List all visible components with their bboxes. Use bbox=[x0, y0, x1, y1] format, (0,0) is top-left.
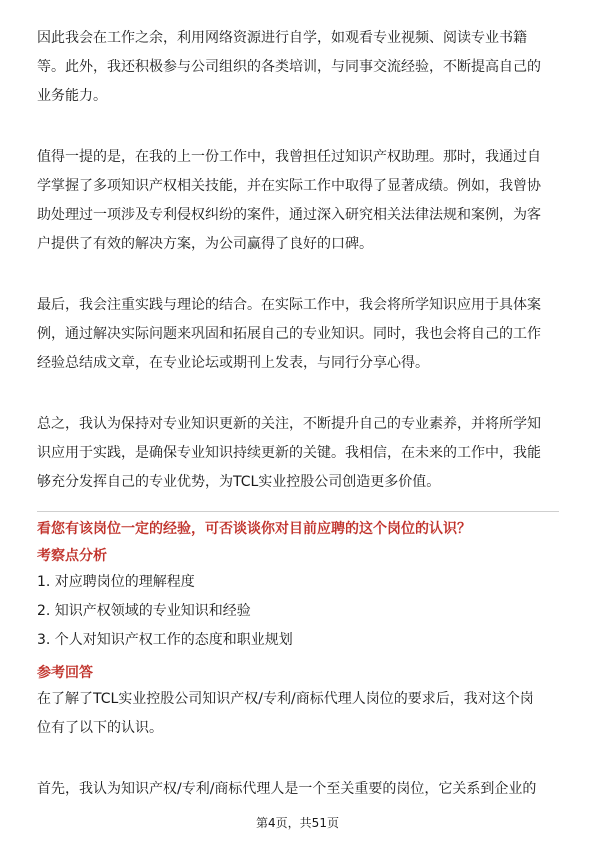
paragraph-previous-job bbox=[37, 143, 559, 259]
text-line: 等。此外，我还积极参与公司组织的各类培训，与同事交流经验，不断提高自己的 bbox=[37, 59, 541, 75]
text-line: 最后，我会注重实践与理论的结合。在实际工作中，我会将所学知识应用于具体案 bbox=[37, 297, 541, 313]
analysis-heading: 考察点分析 bbox=[37, 548, 107, 564]
text-line: 学掌握了多项知识产权相关技能，并在实际工作中取得了显著成绩。例如，我曾协 bbox=[37, 178, 541, 194]
answer-paragraph-intro bbox=[37, 685, 559, 743]
paragraph-self-study bbox=[37, 24, 559, 111]
text-line: 业务能力。 bbox=[37, 88, 107, 104]
text-line: 例，通过解决实际问题来巩固和拓展自己的专业知识。同时，我也会将自己的工作 bbox=[37, 326, 541, 342]
document-page bbox=[37, 24, 559, 804]
text-line: 户提供了有效的解决方案，为公司赢得了良好的口碑。 bbox=[37, 236, 373, 252]
text-line: 总之，我认为保持对专业知识更新的关注，不断提升自己的专业素养，并将所学知 bbox=[37, 416, 541, 432]
text-line: 识应用于实践，是确保专业知识持续更新的关键。我相信，在未来的工作中，我能 bbox=[37, 445, 541, 461]
list-item: 1. 对应聘岗位的理解程度 bbox=[37, 574, 195, 590]
answer-heading: 参考回答 bbox=[37, 665, 93, 681]
text-line: 首先，我认为知识产权/专利/商标代理人是一个至关重要的岗位，它关系到企业的 bbox=[37, 781, 537, 797]
answer-paragraph-first bbox=[37, 775, 559, 804]
text-line: 经验总结成文章，在专业论坛或期刊上发表，与同行分享心得。 bbox=[37, 355, 429, 371]
analysis-list bbox=[37, 568, 559, 655]
interview-question: 看您有该岗位一定的经验，可否谈谈你对目前应聘的这个岗位的认识？ bbox=[37, 521, 471, 537]
list-item: 2. 知识产权领域的专业知识和经验 bbox=[37, 603, 251, 619]
text-line: 够充分发挥自己的专业优势，为TCL实业控股公司创造更多价值。 bbox=[37, 474, 441, 490]
text-line: 位有了以下的认识。 bbox=[37, 720, 163, 736]
page-number: 第4页，共51页 bbox=[256, 816, 339, 830]
text-line: 因此我会在工作之余，利用网络资源进行自学，如观看专业视频、阅读专业书籍 bbox=[37, 30, 527, 46]
text-line: 值得一提的是，在我的上一份工作中，我曾担任过知识产权助理。那时，我通过自 bbox=[37, 149, 541, 165]
text-line: 助处理过一项涉及专利侵权纠纷的案件，通过深入研究相关法律法规和案例，为客 bbox=[37, 207, 541, 223]
paragraph-conclusion bbox=[37, 410, 559, 497]
list-item: 3. 个人对知识产权工作的态度和职业规划 bbox=[37, 632, 293, 648]
paragraph-practice-theory bbox=[37, 291, 559, 378]
text-line: 在了解了TCL实业控股公司知识产权/专利/商标代理人岗位的要求后，我对这个岗 bbox=[37, 691, 534, 707]
section-divider bbox=[37, 511, 559, 512]
